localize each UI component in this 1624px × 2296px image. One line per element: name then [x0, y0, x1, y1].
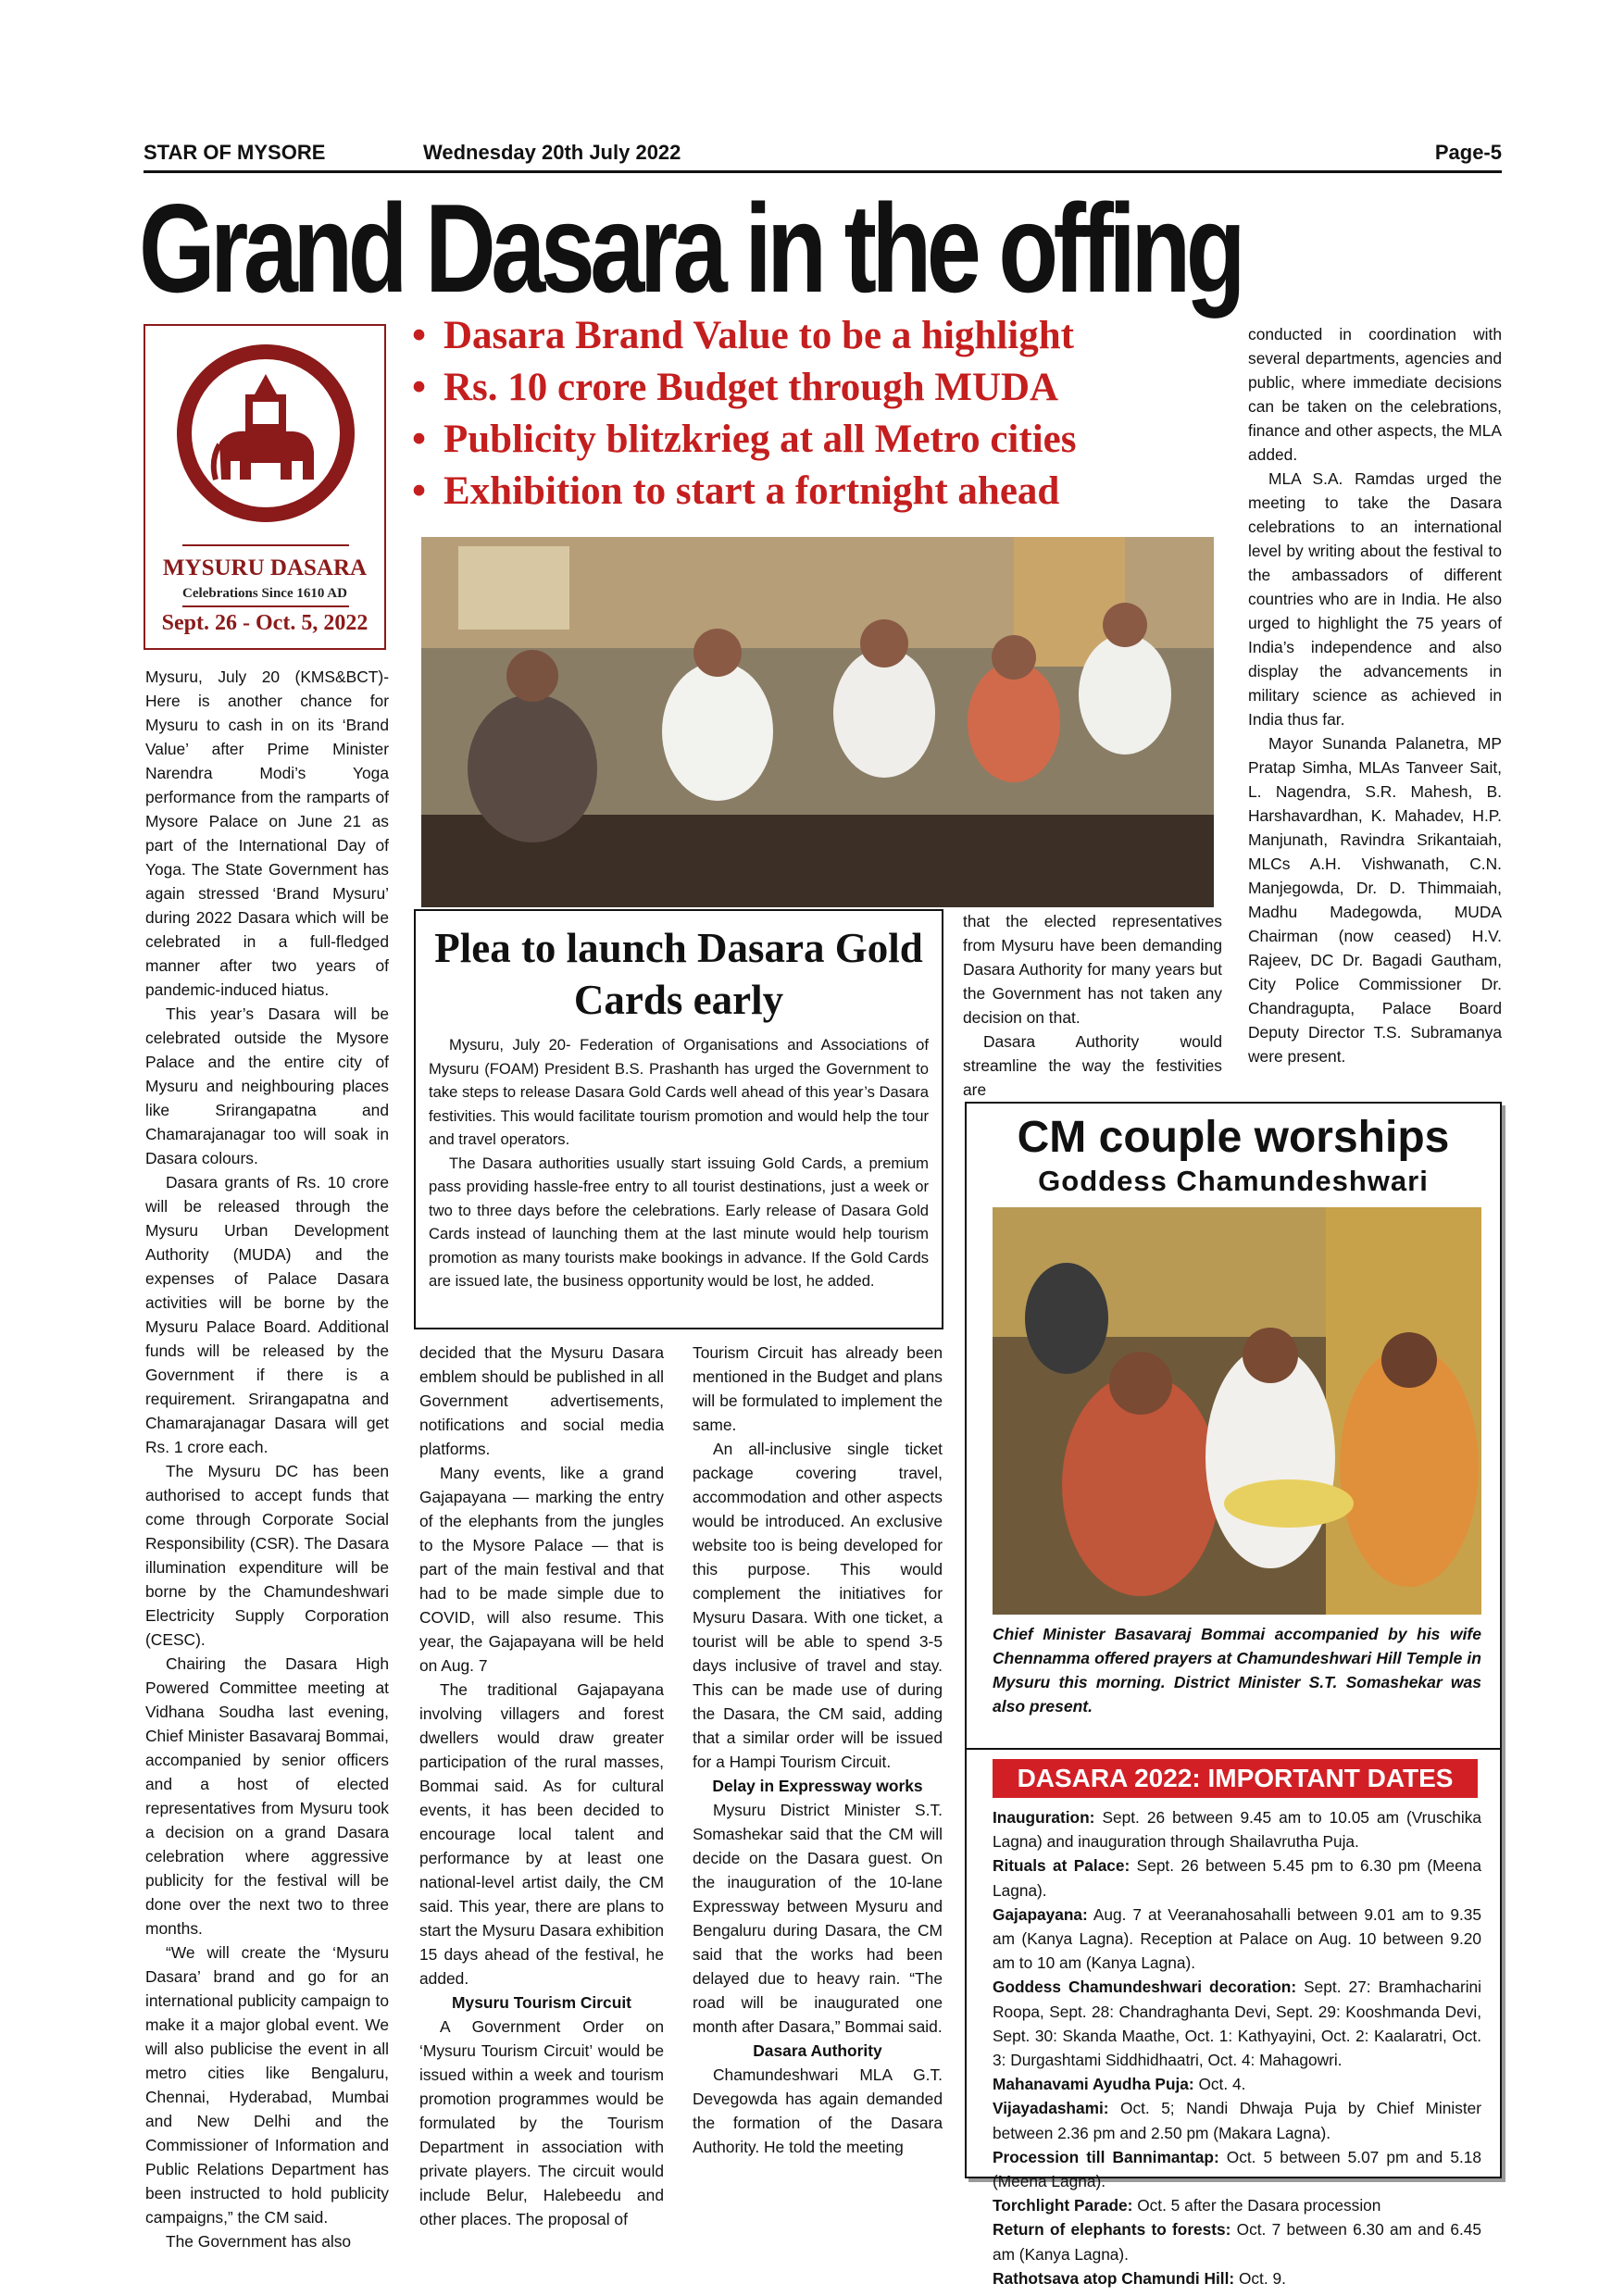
- date-entry: [993, 1805, 1481, 1853]
- date-label: Procession till Bannimantap:: [993, 2147, 1219, 2166]
- plea-headline: Plea to launch Dasara Gold Cards early: [434, 925, 923, 1023]
- cm-headline: CM couple worships: [1017, 1113, 1450, 1162]
- logo-dates: Sept. 26 - Oct. 5, 2022: [161, 611, 369, 635]
- important-dates-box: [965, 1750, 1502, 2288]
- article-column-4: [1248, 322, 1502, 1091]
- date-entry: [993, 2072, 1481, 2096]
- date-text: Oct. 5 after the Dasara procession: [1132, 2196, 1381, 2215]
- logo-divider: [182, 605, 349, 607]
- article-paragraph: Dasara grants of Rs. 10 crore will be released through the Mysuru Urban Development Authority (MUDA) and the expenses of Palace Dasara activities will be borne by the Mysuru Palace Board. Additional funds will be released by the Government if there is a requirement. Srirangapatna and Chamarajanagar Dasara will get Rs. 1 crore each.: [145, 1173, 389, 1456]
- date-text: Sept. 26 between 9.45 am to 10.05 am (Vruschika Lagna) and inauguration through Shailavrutha Puja.: [993, 1808, 1481, 1852]
- article-paragraph: Chairing the Dasara High Powered Committee meeting at Vidhana Soudha last evening, Chief Minister Basavaraj Bommai, accompanied by senior officers and a host of elected representatives from Mysuru took a decision on a grand Dasara celebration where aggressive publicity for the festival will be done over the next two to three months.: [145, 1654, 389, 1938]
- article-paragraph: Dasara Authority would streamline the way the festivities are: [963, 1032, 1222, 1099]
- article-paragraph: The Mysuru DC has been authorised to accept funds that come through Corporate Social Responsibility (CSR). The Dasara illumination expenditure will be borne by the Chamundeshwari Electricity Supply Corporation (CESC).: [145, 1462, 389, 1649]
- highlight-item: • Exhibition to start a fortnight ahead: [412, 466, 1208, 518]
- logo-since: Celebrations Since 1610 AD: [182, 586, 347, 601]
- logo-name: MYSURU DASARA: [162, 555, 368, 580]
- date-entry: [993, 2193, 1481, 2217]
- masthead: [144, 141, 1502, 168]
- article-paragraph: MLA S.A. Ramdas urged the meeting to take the Dasara celebrations to an international level by writing about the festival to the ambassadors of different countries who are in India. He also urged to highlight the 75 years of India’s independence and also display the advancements in military science as achieved in India thus far.: [1248, 469, 1502, 729]
- date-entry: [993, 2096, 1481, 2144]
- date-text: Aug. 7 at Veeranahosahalli between 9.01 am to 9.35 am (Kanya Lagna). Reception at Palace on Aug. 10 between 9.20 am to 10 am (Kanya Lagna).: [993, 1904, 1481, 1973]
- article-paragraph: The traditional Gajapayana involving villagers and forest dwellers would draw greater participation of the rural masses, Bommai said. As for cultural events, it has been decided to encourage local talent and performance by at least one national-level artist daily, the CM said. This year, there are plans to start the Mysuru Dasara exhibition 15 days ahead of the festival, he added.: [419, 1680, 664, 1988]
- date-label: Vijayadashami:: [993, 2099, 1109, 2118]
- date-label: Gajapayana:: [993, 1904, 1088, 1924]
- mysuru-dasara-logo: [144, 324, 386, 650]
- date-label: Torchlight Parade:: [993, 2196, 1133, 2215]
- article-paragraph: A Government Order on ‘Mysuru Tourism Circuit’ would be issued within a week and tourism promotion programmes would be formulated by the Tourism Department in association with private players. The circuit would include Belur, Halebeedu and other places. The proposal of: [419, 2017, 664, 2228]
- article-paragraph: Tourism Circuit has already been mentioned in the Budget and plans will be formulated to implement the same.: [693, 1343, 943, 1434]
- article-paragraph: The Government has also: [166, 2232, 352, 2251]
- date-text: Oct. 5; Nandi Dhwaja Puja by Chief Minister between 2.36 pm and 2.50 pm (Makara Lagna).: [993, 2099, 1481, 2142]
- paper-name: STAR OF MYSORE: [144, 141, 326, 164]
- plea-article-box: [414, 909, 943, 1329]
- date-text: Sept. 26 between 5.45 pm to 6.30 pm (Meena Lagna).: [993, 1856, 1481, 1900]
- masthead-rule: [144, 170, 1502, 173]
- date-label: Mahanavami Ayudha Puja:: [993, 2075, 1194, 2094]
- important-dates-list: [993, 1805, 1481, 2290]
- article-paragraph: Mysuru, July 20- Federation of Organisations and Associations of Mysuru (FOAM) President B.S. Prashanth has urged the Government to take steps to release Dasara Gold Cards well ahead of this year’s Dasara festivities. This would facilitate tourism promotion and would help the tour and travel operators.: [429, 1036, 929, 1148]
- highlight-item: • Rs. 10 crore Budget through MUDA: [412, 362, 1208, 414]
- article-paragraph: “We will create the ‘Mysuru Dasara’ brand and go for an international publicity campaign to make it a major global event. We will also publicise the event in all metro cities like Bengaluru, Chennai, Hyderabad, Mumbai and New Delhi and the Commissioner of Information and Public Relations Department has been instructed to hold publicity campaigns,” the CM said.: [145, 1943, 389, 2227]
- date-text: Oct. 4.: [1193, 2075, 1246, 2094]
- cm-subheadline: Goddess Chamundeshwari: [1038, 1165, 1429, 1197]
- meeting-photo-image: [421, 537, 1214, 907]
- logo-divider: [182, 544, 349, 546]
- article-column-2: [419, 1341, 664, 2228]
- date-text: Oct. 5 between 5.07 pm and 5.18 (Meena Lagna).: [993, 2147, 1481, 2191]
- date-entry: [993, 1975, 1481, 2072]
- article-paragraph: An all-inclusive single ticket package covering travel, accommodation and other aspects would be introduced. An exclusive website too is being developed for this purpose. This would complement the initiatives for Mysuru Dasara. With one ticket, a tourist will be able to spend 3-5 days inclusive of travel and stay. This can be made use of during the Dasara, the CM said, adding that a similar order will be issued for a Hampi Tourism Circuit.: [693, 1440, 943, 1771]
- subheading: Delay in Expressway works: [712, 1777, 923, 1795]
- date-text: Sept. 27: Bramhacharini Roopa, Sept. 28: Chandraghanta Devi, Sept. 29: Kooshmanda Devi, Sept. 30: Skanda Maathe, Oct. 1: Kathyayini, Oct. 2: Kaalaratri, Oct. 3: Durgashtami Siddhidhaatri, Oct. 4: Mahagowri.: [993, 1978, 1481, 2070]
- date-entry: [993, 2217, 1481, 2265]
- highlights-list: [412, 310, 1208, 518]
- article-paragraph: Mayor Sunanda Palanetra, MP Pratap Simha, MLAs Tanveer Sait, L. Nagendra, S.R. Mahesh, B. Harshavardhan, K. Mahadev, H.P. Manjunath, Ravindra Srikantaiah, MLCs A.H. Vishwanath, C.N. Manjegowda, Dr. D. Thimmaiah, Madhu Madegowda, MUDA Chairman (now ceased) H.V. Rajeev, DC Dr. Bagadi Gautham, City Police Commissioner Dr. Chandragupta, Palace Board Deputy Director T.S. Subramanya were present.: [1248, 734, 1502, 1066]
- article-paragraph: This year’s Dasara will be celebrated outside the Mysore Palace and the entire city of Mysuru and neighbouring places like Srirangapatna and Chamarajanagar too will soak in Dasara colours.: [145, 1004, 389, 1167]
- date-label: Rathotsava atop Chamundi Hill:: [993, 2268, 1235, 2288]
- important-dates-title: DASARA 2022: IMPORTANT DATES: [993, 1759, 1478, 1798]
- temple-photo: [993, 1207, 1481, 1615]
- temple-photo-image: [993, 1207, 1481, 1615]
- date-label: Inauguration:: [993, 1808, 1095, 1827]
- article-paragraph: Mysuru District Minister S.T. Somashekar said that the CM will decide on the Dasara guest. On the inauguration of the 10-lane Expressway between Mysuru and Bengaluru during Dasara, the CM said that the works had been delayed due to heavy rain. “The road will be inaugurated one month after Dasara,” Bommai said.: [693, 1801, 943, 2036]
- date-label: Rituals at Palace:: [993, 1856, 1131, 1876]
- page-number: Page-5: [1434, 141, 1502, 164]
- date-entry: [993, 2266, 1481, 2290]
- article-paragraph: decided that the Mysuru Dasara emblem should be published in all Government advertisements, notifications and social media platforms.: [419, 1343, 664, 1458]
- article-column-3-top: [963, 909, 1222, 1099]
- article-paragraph: Many events, like a grand Gajapayana — marking the entry of the elephants from the jungles to the Mysore Palace — that is part of the main festival and that had to be made simple due to COVID, will also resume. This year, the Gajapayana will be held on Aug. 7: [419, 1464, 664, 1675]
- date-label: Goddess Chamundeshwari decoration:: [993, 1978, 1297, 1997]
- main-headline: Grand Dasara in the offing: [139, 178, 1242, 318]
- plea-body: [429, 1033, 929, 1293]
- article-column-3: [693, 1341, 943, 2174]
- highlight-item: • Publicity blitzkrieg at all Metro cities: [412, 414, 1208, 466]
- date-label: Return of elephants to forests:: [993, 2220, 1231, 2240]
- photo-caption: Chief Minister Basavaraj Bommai accompanied by his wife Chennamma offered prayers at Chamundeshwari Hill Temple in Mysuru this morning. District Minister S.T. Somashekar was also present.: [993, 1625, 1481, 1716]
- date-text: Oct. 9.: [1234, 2268, 1286, 2288]
- article-paragraph: The Dasara authorities usually start issuing Gold Cards, a premium pass providing hassle-free entry to all tourist destinations, just a week or two to three days before the celebrations. Early release of Dasara Gold Cards instead of launching them at the last minute would help tourism promotion as many tourists make bookings in advance. If the Gold Cards are issued late, the business opportunity would be lost, he added.: [429, 1154, 929, 1290]
- subheading: Dasara Authority: [753, 2041, 882, 2060]
- elephant-emblem-icon: [173, 341, 358, 526]
- date-entry: [993, 1853, 1481, 1902]
- date-entry: [993, 2145, 1481, 2193]
- article-paragraph: Mysuru, July 20 (KMS&BCT)- Here is another chance for Mysuru to cash in on its ‘Brand Value’ after Prime Minister Narendra Modi’s Yoga performance from the ramparts of Mysore Palace on June 21 as part of the International Day of Yoga. The State Government has again stressed ‘Brand Mysuru’ during 2022 Dasara which will be celebrated in a full-fledged manner after two years of pandemic-induced hiatus.: [145, 668, 389, 999]
- date-entry: [993, 1903, 1481, 1976]
- article-paragraph: conducted in coordination with several departments, agencies and public, where immediate decisions can be taken on the celebrations, finance and other aspects, the MLA added.: [1248, 325, 1502, 464]
- article-column-1: [145, 665, 389, 2251]
- meeting-photo: [421, 537, 1214, 907]
- highlight-item: • Dasara Brand Value to be a highlight: [412, 310, 1208, 362]
- cm-worship-box: [965, 1102, 1502, 1750]
- issue-date: Wednesday 20th July 2022: [423, 141, 681, 164]
- article-paragraph: that the elected representatives from Mysuru have been demanding Dasara Authority for many years but the Government has not taken any decision on that.: [963, 912, 1222, 1027]
- subheading: Mysuru Tourism Circuit: [452, 1993, 631, 2012]
- article-paragraph: Chamundeshwari MLA G.T. Devegowda has again demanded the formation of the Dasara Authority. He told the meeting: [693, 2065, 943, 2156]
- date-text: Oct. 7 between 6.30 am and 6.45 am (Kanya Lagna).: [993, 2220, 1481, 2264]
